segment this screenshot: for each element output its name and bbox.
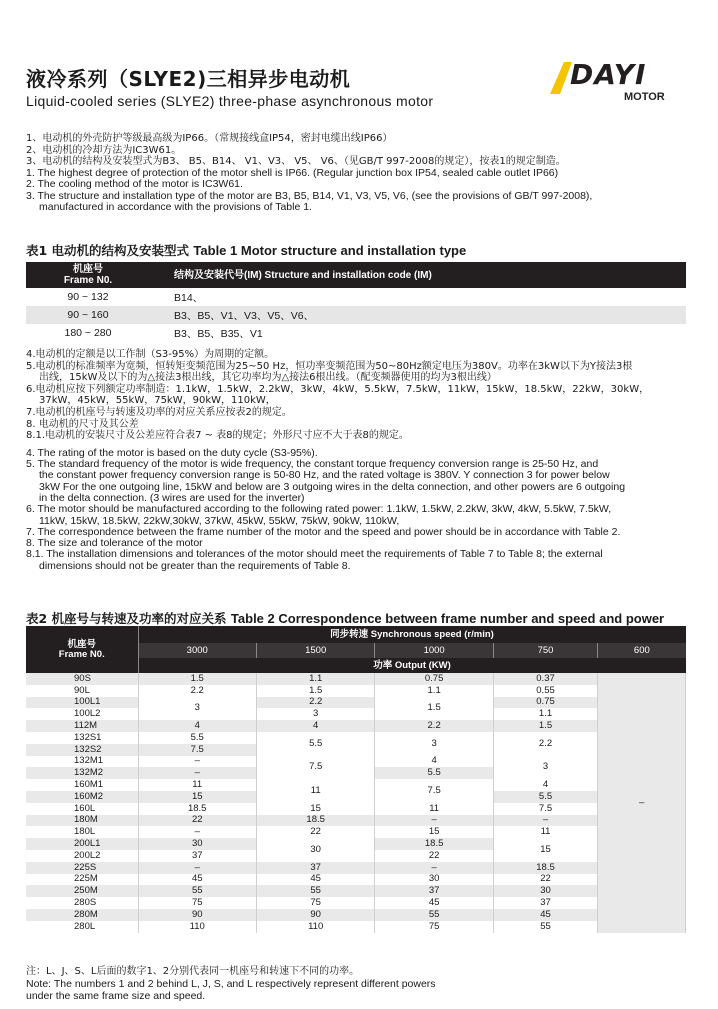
power-cell: – — [375, 862, 493, 874]
power-cell: 75 — [138, 897, 256, 909]
power-cell: 0.37 — [493, 673, 597, 685]
note-en-6: 6. The motor should be manufactured according to the following rated power: 1.1kW, 1.5kW, 2.2kW, 3kW, 4kW, 5.5kW, 7.5kW, — [26, 503, 612, 516]
table-row — [26, 288, 686, 306]
frame-cell: 160L — [26, 803, 138, 815]
power-cell: 45 — [493, 909, 597, 921]
table-row — [26, 862, 686, 874]
intro-en-3: 3. The structure and installation type of the motor are B3, B5, B14, V1, V3, V5, V6, (see the provisions of GB/T 997-2008), — [26, 189, 593, 202]
note-cn-8: 8. 电动机的尺寸及其公差 — [26, 418, 139, 430]
power-cell: 3 — [375, 732, 493, 756]
note-en-5: 5. The standard frequency of the motor is wide frequency, the constant torque frequency conversion range is 25-50 Hz, and — [26, 458, 599, 471]
power-cell: 1.5 — [138, 673, 256, 685]
power-cell: 0.75 — [493, 697, 597, 709]
power-cell: 15 — [375, 826, 493, 838]
table-row — [26, 708, 686, 720]
note-en-81: 8.1. The installation dimensions and tolerances of the motor should meet the requirements of Table 7 to Table 8; the external — [26, 548, 603, 561]
power-cell: 1.1 — [493, 708, 597, 720]
table-row — [26, 874, 686, 886]
table1-frame-header-en: Frame N0. — [63, 275, 113, 286]
frame-cell: 132S1 — [26, 732, 138, 744]
frame-cell: 280S — [26, 897, 138, 909]
table1-code-cell: B14、 — [174, 291, 204, 304]
note-en-5c: 3kW For the one outgoing line, 15kW and below are 3 outgoing wires in the delta connection, and other powers are 6 outgoing — [39, 480, 626, 493]
intro-en-2: 2. The cooling method of the motor is IC3W61. — [26, 178, 243, 190]
table-row — [26, 732, 686, 744]
power-cell: 1.5 — [375, 697, 493, 721]
power-cell: 37 — [138, 850, 256, 862]
power-cell: 2.2 — [375, 720, 493, 732]
power-cell: 37 — [493, 897, 597, 909]
power-cell: 3 — [493, 756, 597, 780]
power-cell: 4 — [375, 756, 493, 768]
power-cell: 7.5 — [493, 803, 597, 815]
power-cell: 11 — [375, 803, 493, 815]
power-cell: 45 — [138, 874, 256, 886]
speed-1500: 1500 — [256, 643, 374, 658]
power-cell: 5.5 — [375, 767, 493, 779]
intro-block — [26, 133, 696, 214]
power-cell: 30 — [138, 838, 256, 850]
power-cell: – — [375, 815, 493, 827]
table1-title-en: Table 1 Motor structure and installation type — [193, 243, 467, 258]
table1-code-header: 结构及安装代号(IM) Structure and installation code (IM) — [150, 262, 686, 288]
power-cell: 75 — [375, 921, 493, 933]
power-cell: 2.2 — [493, 732, 597, 756]
power-cell: 2.2 — [256, 697, 374, 709]
logo-text: DAYI — [570, 58, 647, 91]
table-row — [26, 921, 686, 933]
power-cell: 30 — [256, 838, 374, 862]
logo-subtext: MOTOR — [624, 91, 665, 103]
frame-cell: 90L — [26, 685, 138, 697]
power-cell: 5.5 — [256, 732, 374, 756]
table1-title — [26, 241, 466, 259]
table2-output-header: 功率 Output (KW) — [138, 658, 686, 673]
table-row — [26, 779, 686, 791]
power-cell: – — [493, 815, 597, 827]
note-en-81b: dimensions should not be greater than the requirements of Table 8. — [39, 559, 351, 572]
note-cn-7: 7.电动机的机座号与转速及功率的对应关系应按表2的规定。 — [26, 406, 292, 418]
power-cell: 55 — [256, 885, 374, 897]
power-cell: 45 — [256, 874, 374, 886]
table2-speed-header: 同步转速 Synchronous speed (r/min) — [138, 626, 686, 643]
power-cell: 18.5 — [256, 815, 374, 827]
intro-cn-3: 3、电动机的结构及安装型式为B3、 B5、B14、 V1、V3、 V5、 V6、（见GB/T 997-2008的规定），按表1的规定制造。 — [26, 156, 566, 167]
table-row — [26, 885, 686, 897]
note-cn-6: 6.电动机应按下列额定功率制造：1.1kW，1.5kW，2.2kW，3kW，4kW，5.5kW，7.5kW，11kW，15kW，18.5kW，22kW，30kW， — [26, 383, 650, 395]
power-cell: – — [138, 756, 256, 768]
power-cell: 110 — [138, 921, 256, 933]
table2-title-cn: 表2 机座号与转速及功率的对应关系 — [26, 611, 227, 626]
table1-title-cn: 表1 电动机的结构及安装型式 — [26, 243, 190, 258]
table-row — [26, 685, 686, 697]
power-cell: 15 — [493, 838, 597, 862]
frame-cell: 225S — [26, 862, 138, 874]
frame-cell: 90S — [26, 673, 138, 685]
speed-power-table — [26, 626, 686, 933]
power-cell: 11 — [256, 779, 374, 803]
speed-3000: 3000 — [138, 643, 256, 658]
power-cell: 15 — [138, 791, 256, 803]
power-cell: 55 — [493, 921, 597, 933]
power-cell: 37 — [375, 885, 493, 897]
footnote-cn: 注：L、J、S、L后面的数字1、2分别代表同一机座号和转速下不同的功率。 — [26, 966, 360, 977]
power-cell: 11 — [493, 826, 597, 838]
table1-frame-header-cn: 机座号 — [73, 264, 103, 275]
structure-table — [26, 262, 686, 342]
note-cn-5: 5.电动机的标准频率为宽频，恒转矩变频范围为25~50 Hz，恒功率变频范围为50~80Hz额定电压为380V。功率在3kW以下为Y接法3根 — [26, 360, 633, 372]
power-cell: 30 — [493, 885, 597, 897]
power-cell: 7.5 — [375, 779, 493, 803]
note-en-4: 4. The rating of the motor is based on the duty cycle (S3-95%). — [26, 446, 318, 459]
frame-cell: 100L1 — [26, 697, 138, 709]
table2-frame-header-en: Frame N0. — [58, 648, 105, 660]
page-header — [26, 58, 706, 114]
note-cn-4: 4.电动机的定额是以工作制（S3-95%）为周期的定额。 — [26, 349, 275, 360]
speed-750: 750 — [493, 643, 597, 658]
table-row — [26, 815, 686, 827]
note-en-5d: in the delta connection. (3 wires are used for the inverter) — [39, 491, 305, 504]
table2-title — [26, 609, 664, 627]
table2-title-en: Table 2 Correspondence between frame number and speed and power — [230, 611, 665, 626]
frame-cell: 160M1 — [26, 779, 138, 791]
note-cn-81: 8.1.电动机的安装尺寸及公差应符合表7 ~ 表8的规定；外形尺寸应不大于表8的规定。 — [26, 430, 409, 442]
table-row — [26, 673, 686, 685]
speed-600: 600 — [598, 643, 686, 658]
power-cell: 7.5 — [256, 756, 374, 780]
power-cell: – — [138, 826, 256, 838]
intro-en-1: 1. The highest degree of protection of the motor shell is IP66. (Regular junction box IP54, sealed cable outlet IP66) — [26, 166, 559, 179]
table1-code-cell: B3、B5、V1、V3、V5、V6、 — [150, 306, 686, 324]
table-row — [26, 756, 686, 768]
power-cell: 90 — [256, 909, 374, 921]
frame-cell: 225M — [26, 874, 138, 886]
power-cell: 75 — [256, 897, 374, 909]
frame-cell: 132M1 — [26, 756, 138, 768]
table-row — [26, 909, 686, 921]
power-cell: 90 — [138, 909, 256, 921]
table-row — [26, 720, 686, 732]
power-cell: 1.5 — [493, 720, 597, 732]
table1-code-cell: B3、B5、B35、V1 — [174, 327, 263, 340]
note-en-6b: 11kW, 15kW, 18.5kW, 22kW,30kW, 37kW, 45kW, 55kW, 75kW, 90kW, 110kW, — [39, 514, 400, 527]
power-cell: 55 — [138, 885, 256, 897]
frame-cell: 112M — [26, 720, 138, 732]
notes-block — [26, 349, 696, 572]
dayi-motor-logo — [546, 58, 706, 104]
page-title-en: Liquid-cooled series (SLYE2) three-phase asynchronous motor — [26, 93, 434, 109]
frame-cell: 180L — [26, 826, 138, 838]
note-en-5b: the constant power frequency conversion range is 50-80 Hz, and the rated voltage is 380V. Y connection 3 for power below — [39, 469, 610, 482]
note-en-7: 7. The correspondence between the frame number of the motor and the speed and power should be in accordance with Table 2. — [26, 525, 621, 538]
power-cell: 5.5 — [493, 791, 597, 803]
power-cell: 110 — [256, 921, 374, 933]
frame-cell: 200L1 — [26, 838, 138, 850]
power-cell: 4 — [138, 720, 256, 732]
note-cn-5b: 出线，15kW及以下的为△接法3根出线，其它功率均为△接法6根出线。（配变频器使用的均为3根出线） — [39, 372, 497, 384]
intro-en-4: manufactured in accordance with the provisions of Table 1. — [39, 201, 312, 213]
power-cell: 11 — [138, 779, 256, 791]
table-row — [26, 826, 686, 838]
table-row — [26, 838, 686, 850]
frame-cell: 200L2 — [26, 850, 138, 862]
power-cell: 2.2 — [138, 685, 256, 697]
note-en-8: 8. The size and tolerance of the motor — [26, 537, 203, 550]
frame-cell: 280L — [26, 921, 138, 933]
power-cell: 18.5 — [375, 838, 493, 850]
table-row — [26, 306, 686, 324]
power-cell: 1.5 — [256, 685, 374, 697]
power-cell: 1.1 — [256, 673, 374, 685]
power-cell: 18.5 — [493, 862, 597, 874]
speed-1000: 1000 — [375, 643, 493, 658]
power-cell: – — [138, 767, 256, 779]
table2-frame-header — [26, 626, 138, 673]
frame-cell: 100L2 — [26, 708, 138, 720]
power-cell: 55 — [375, 909, 493, 921]
frame-cell: 132M2 — [26, 767, 138, 779]
table2-frame-header-cn: 机座号 — [67, 638, 96, 650]
power-cell: 22 — [138, 815, 256, 827]
table1-frame-header — [26, 262, 150, 288]
power-cell: 22 — [493, 874, 597, 886]
power-cell: 18.5 — [138, 803, 256, 815]
power-cell-600: – — [598, 673, 686, 933]
footnote — [26, 966, 696, 1002]
note-cn-6b: 37kW，45kW，55kW，75kW，90kW，110kW， — [39, 395, 276, 407]
power-cell: 3 — [256, 708, 374, 720]
table-row — [26, 897, 686, 909]
table-row — [26, 697, 686, 709]
table1-frame-cell: 180 ~ 280 — [64, 327, 112, 339]
power-cell: 37 — [256, 862, 374, 874]
power-cell: 15 — [256, 803, 374, 815]
power-cell: 22 — [375, 850, 493, 862]
intro-cn-2: 2、电动机的冷却方法为IC3W61。 — [26, 144, 182, 156]
table-row — [26, 803, 686, 815]
power-cell: 30 — [375, 874, 493, 886]
table-row — [26, 324, 686, 342]
power-cell: 7.5 — [138, 744, 256, 756]
power-cell: 3 — [138, 697, 256, 721]
frame-cell: 180M — [26, 815, 138, 827]
power-cell: 5.5 — [138, 732, 256, 744]
power-cell: 0.55 — [493, 685, 597, 697]
table1-frame-cell: 90 ~ 160 — [26, 306, 150, 324]
page-title-cn: 液冷系列（SLYE2)三相异步电动机 — [26, 67, 351, 91]
frame-cell: 250M — [26, 885, 138, 897]
power-cell: 4 — [256, 720, 374, 732]
frame-cell: 280M — [26, 909, 138, 921]
footnote-en-1: Note: The numbers 1 and 2 behind L, J, S, and L respectively represent different powers — [26, 978, 436, 990]
power-cell: 1.1 — [375, 685, 493, 697]
power-cell: 45 — [375, 897, 493, 909]
power-cell: 4 — [493, 779, 597, 791]
frame-cell: 160M2 — [26, 791, 138, 803]
table1-frame-cell: 90 ~ 132 — [67, 291, 109, 303]
frame-cell: 132S2 — [26, 744, 138, 756]
footnote-en-2: under the same frame size and speed. — [26, 990, 206, 1002]
power-cell: 0.75 — [375, 673, 493, 685]
intro-cn-1: 1、电动机的外壳防护等级最高级为IP66。（常规接线盒IP54，密封电缆出线IP66） — [26, 133, 393, 144]
power-cell: 22 — [256, 826, 374, 838]
power-cell: – — [138, 862, 256, 874]
